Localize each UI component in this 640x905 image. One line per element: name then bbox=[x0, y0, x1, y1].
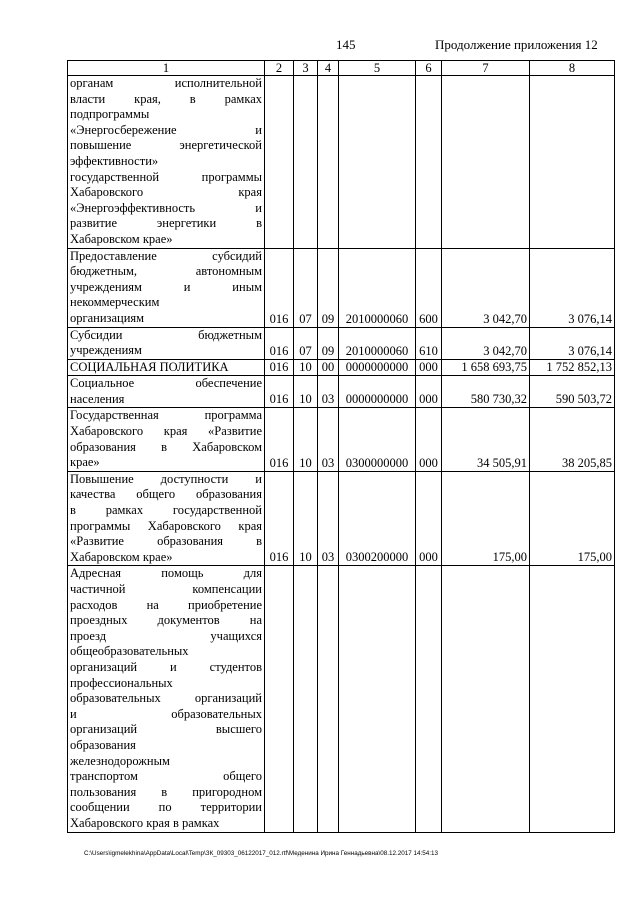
row-description bbox=[68, 76, 265, 249]
amount-year-2 bbox=[530, 76, 615, 249]
amount-year-2: 3 076,14 bbox=[530, 248, 615, 327]
description-line: Хабаровского края в рамках bbox=[70, 815, 220, 830]
admin-code: 016 bbox=[265, 471, 294, 566]
description-line: государственной программы bbox=[70, 169, 262, 184]
table-row bbox=[68, 76, 615, 249]
admin-code: 016 bbox=[265, 327, 294, 359]
col-header-1: 1 bbox=[68, 61, 265, 76]
target-article-code: 0000000000 bbox=[339, 376, 416, 408]
col-header-3: 3 bbox=[294, 61, 318, 76]
header-row bbox=[68, 61, 615, 76]
subsection-code: 09 bbox=[318, 327, 339, 359]
section-code: 10 bbox=[294, 376, 318, 408]
description-line: Предоставление субсидий bbox=[70, 248, 262, 263]
description-line: программы Хабаровского края bbox=[70, 518, 262, 533]
target-article-code: 0300000000 bbox=[339, 408, 416, 471]
description-line: частичной компенсации bbox=[70, 582, 262, 596]
expense-type-code: 000 bbox=[416, 471, 442, 566]
target-article-code bbox=[339, 566, 416, 832]
subsection-code: 03 bbox=[318, 471, 339, 566]
section-code: 10 bbox=[294, 359, 318, 376]
description-line: образования в Хабаровском bbox=[70, 439, 262, 454]
description-line: СОЦИАЛЬНАЯ ПОЛИТИКА bbox=[70, 359, 229, 374]
amount-year-2: 1 752 852,13 bbox=[530, 359, 615, 376]
col-header-7: 7 bbox=[442, 61, 530, 76]
description-line: власти края, в рамках bbox=[70, 91, 262, 106]
col-header-2: 2 bbox=[265, 61, 294, 76]
subsection-code: 00 bbox=[318, 359, 339, 376]
section-code: 10 bbox=[294, 408, 318, 471]
description-line: расходов на приобретение bbox=[70, 597, 262, 612]
expense-type-code bbox=[416, 566, 442, 832]
amount-year-2: 590 503,72 bbox=[530, 376, 615, 408]
table-row bbox=[68, 359, 615, 376]
expense-type-code: 610 bbox=[416, 327, 442, 359]
table-row bbox=[68, 248, 615, 327]
row-description bbox=[68, 248, 265, 327]
col-header-6: 6 bbox=[416, 61, 442, 76]
expense-type-code: 000 bbox=[416, 376, 442, 408]
expense-type-code: 600 bbox=[416, 248, 442, 327]
file-path-footer: C:\Users\igmelekhina\AppData\Local\Temp\ЗК_09303_06122017_012.rtf\Меденина Ирина Геннадьевна\08.12.2017 14:54:13 bbox=[84, 850, 439, 857]
target-article-code: 2010000060 bbox=[339, 327, 416, 359]
amount-year-1: 3 042,70 bbox=[442, 327, 530, 359]
target-article-code: 0300200000 bbox=[339, 471, 416, 566]
admin-code: 016 bbox=[265, 376, 294, 408]
expense-type-code: 000 bbox=[416, 359, 442, 376]
description-line: развитие энергетики в bbox=[70, 216, 262, 231]
description-line: проезд учащихся bbox=[70, 628, 262, 643]
amount-year-2: 38 205,85 bbox=[530, 408, 615, 471]
description-line: транспортом общего bbox=[70, 769, 262, 784]
description-line: крае» bbox=[70, 455, 100, 470]
description-line: сообщении по территории bbox=[70, 800, 262, 815]
description-line: «Энергоэффективность и bbox=[70, 200, 262, 215]
description-line: организаций высшего bbox=[70, 722, 262, 737]
amount-year-1: 175,00 bbox=[442, 471, 530, 566]
section-code: 10 bbox=[294, 471, 318, 566]
subsection-code: 03 bbox=[318, 408, 339, 471]
description-line: «Развитие образования в bbox=[70, 534, 262, 549]
continuation-label: Продолжение приложения 12 bbox=[435, 37, 598, 52]
description-line: качества общего образования bbox=[70, 487, 262, 502]
description-line: общеобразовательных bbox=[70, 644, 189, 659]
description-line: и образовательных bbox=[70, 706, 262, 721]
description-line: Социальное обеспечение bbox=[70, 376, 262, 391]
description-line: «Энергосбережение и bbox=[70, 122, 262, 137]
section-code: 07 bbox=[294, 248, 318, 327]
description-line: подпрограммы bbox=[70, 107, 150, 122]
admin-code bbox=[265, 76, 294, 249]
col-header-8: 8 bbox=[530, 61, 615, 76]
table-row bbox=[68, 327, 615, 359]
description-line: Хабаровском крае» bbox=[70, 549, 173, 564]
row-description bbox=[68, 376, 265, 408]
target-article-code bbox=[339, 76, 416, 249]
subsection-code bbox=[318, 566, 339, 832]
table-row bbox=[68, 471, 615, 566]
description-line: некоммерческим bbox=[70, 295, 160, 310]
description-line: железнодорожным bbox=[70, 753, 170, 768]
description-line: учреждениям и иным bbox=[70, 279, 262, 294]
section-code bbox=[294, 566, 318, 832]
description-line: образовательных организаций bbox=[70, 691, 262, 706]
description-line: Государственная программа bbox=[70, 408, 262, 423]
description-line: бюджетным, автономным bbox=[70, 264, 262, 279]
description-line: Хабаровского края «Развитие bbox=[70, 424, 262, 439]
col-header-5: 5 bbox=[339, 61, 416, 76]
description-line: Повышение доступности и bbox=[70, 471, 262, 486]
description-line: проездных документов на bbox=[70, 613, 262, 628]
row-description bbox=[68, 566, 265, 832]
description-line: повышение энергетической bbox=[70, 138, 262, 153]
amount-year-1 bbox=[442, 566, 530, 832]
row-description bbox=[68, 471, 265, 566]
subsection-code bbox=[318, 76, 339, 249]
table-row bbox=[68, 566, 615, 832]
amount-year-2: 175,00 bbox=[530, 471, 615, 566]
table-row bbox=[68, 376, 615, 408]
description-line: Адресная помощь для bbox=[70, 566, 262, 581]
amount-year-1: 580 730,32 bbox=[442, 376, 530, 408]
section-code bbox=[294, 76, 318, 249]
table-row bbox=[68, 408, 615, 471]
col-header-4: 4 bbox=[318, 61, 339, 76]
description-line: образования bbox=[70, 737, 136, 752]
admin-code bbox=[265, 566, 294, 832]
description-line: органам исполнительной bbox=[70, 76, 262, 90]
description-line: Субсидии бюджетным bbox=[70, 327, 262, 342]
description-line: организациям bbox=[70, 310, 145, 325]
subsection-code: 03 bbox=[318, 376, 339, 408]
section-code: 07 bbox=[294, 327, 318, 359]
description-line: организаций и студентов bbox=[70, 659, 262, 674]
description-line: Хабаровском крае» bbox=[70, 231, 173, 246]
amount-year-1: 1 658 693,75 bbox=[442, 359, 530, 376]
amount-year-1 bbox=[442, 76, 530, 249]
amount-year-1: 34 505,91 bbox=[442, 408, 530, 471]
target-article-code: 0000000000 bbox=[339, 359, 416, 376]
admin-code: 016 bbox=[265, 359, 294, 376]
amount-year-2 bbox=[530, 566, 615, 832]
description-line: учреждениям bbox=[70, 343, 142, 358]
description-line: профессиональных bbox=[70, 675, 173, 690]
row-description bbox=[68, 408, 265, 471]
expense-type-code: 000 bbox=[416, 408, 442, 471]
description-line: в рамках государственной bbox=[70, 503, 262, 518]
row-description bbox=[68, 327, 265, 359]
page-number: 145 bbox=[336, 37, 356, 52]
expense-type-code bbox=[416, 76, 442, 249]
amount-year-2: 3 076,14 bbox=[530, 327, 615, 359]
target-article-code: 2010000060 bbox=[339, 248, 416, 327]
row-description bbox=[68, 359, 265, 376]
subsection-code: 09 bbox=[318, 248, 339, 327]
admin-code: 016 bbox=[265, 248, 294, 327]
description-line: эффективности» bbox=[70, 153, 159, 168]
description-line: Хабаровского края bbox=[70, 185, 262, 200]
description-line: пользования в пригородном bbox=[70, 784, 262, 799]
admin-code: 016 bbox=[265, 408, 294, 471]
amount-year-1: 3 042,70 bbox=[442, 248, 530, 327]
budget-table bbox=[67, 60, 615, 833]
description-line: населения bbox=[70, 391, 125, 406]
